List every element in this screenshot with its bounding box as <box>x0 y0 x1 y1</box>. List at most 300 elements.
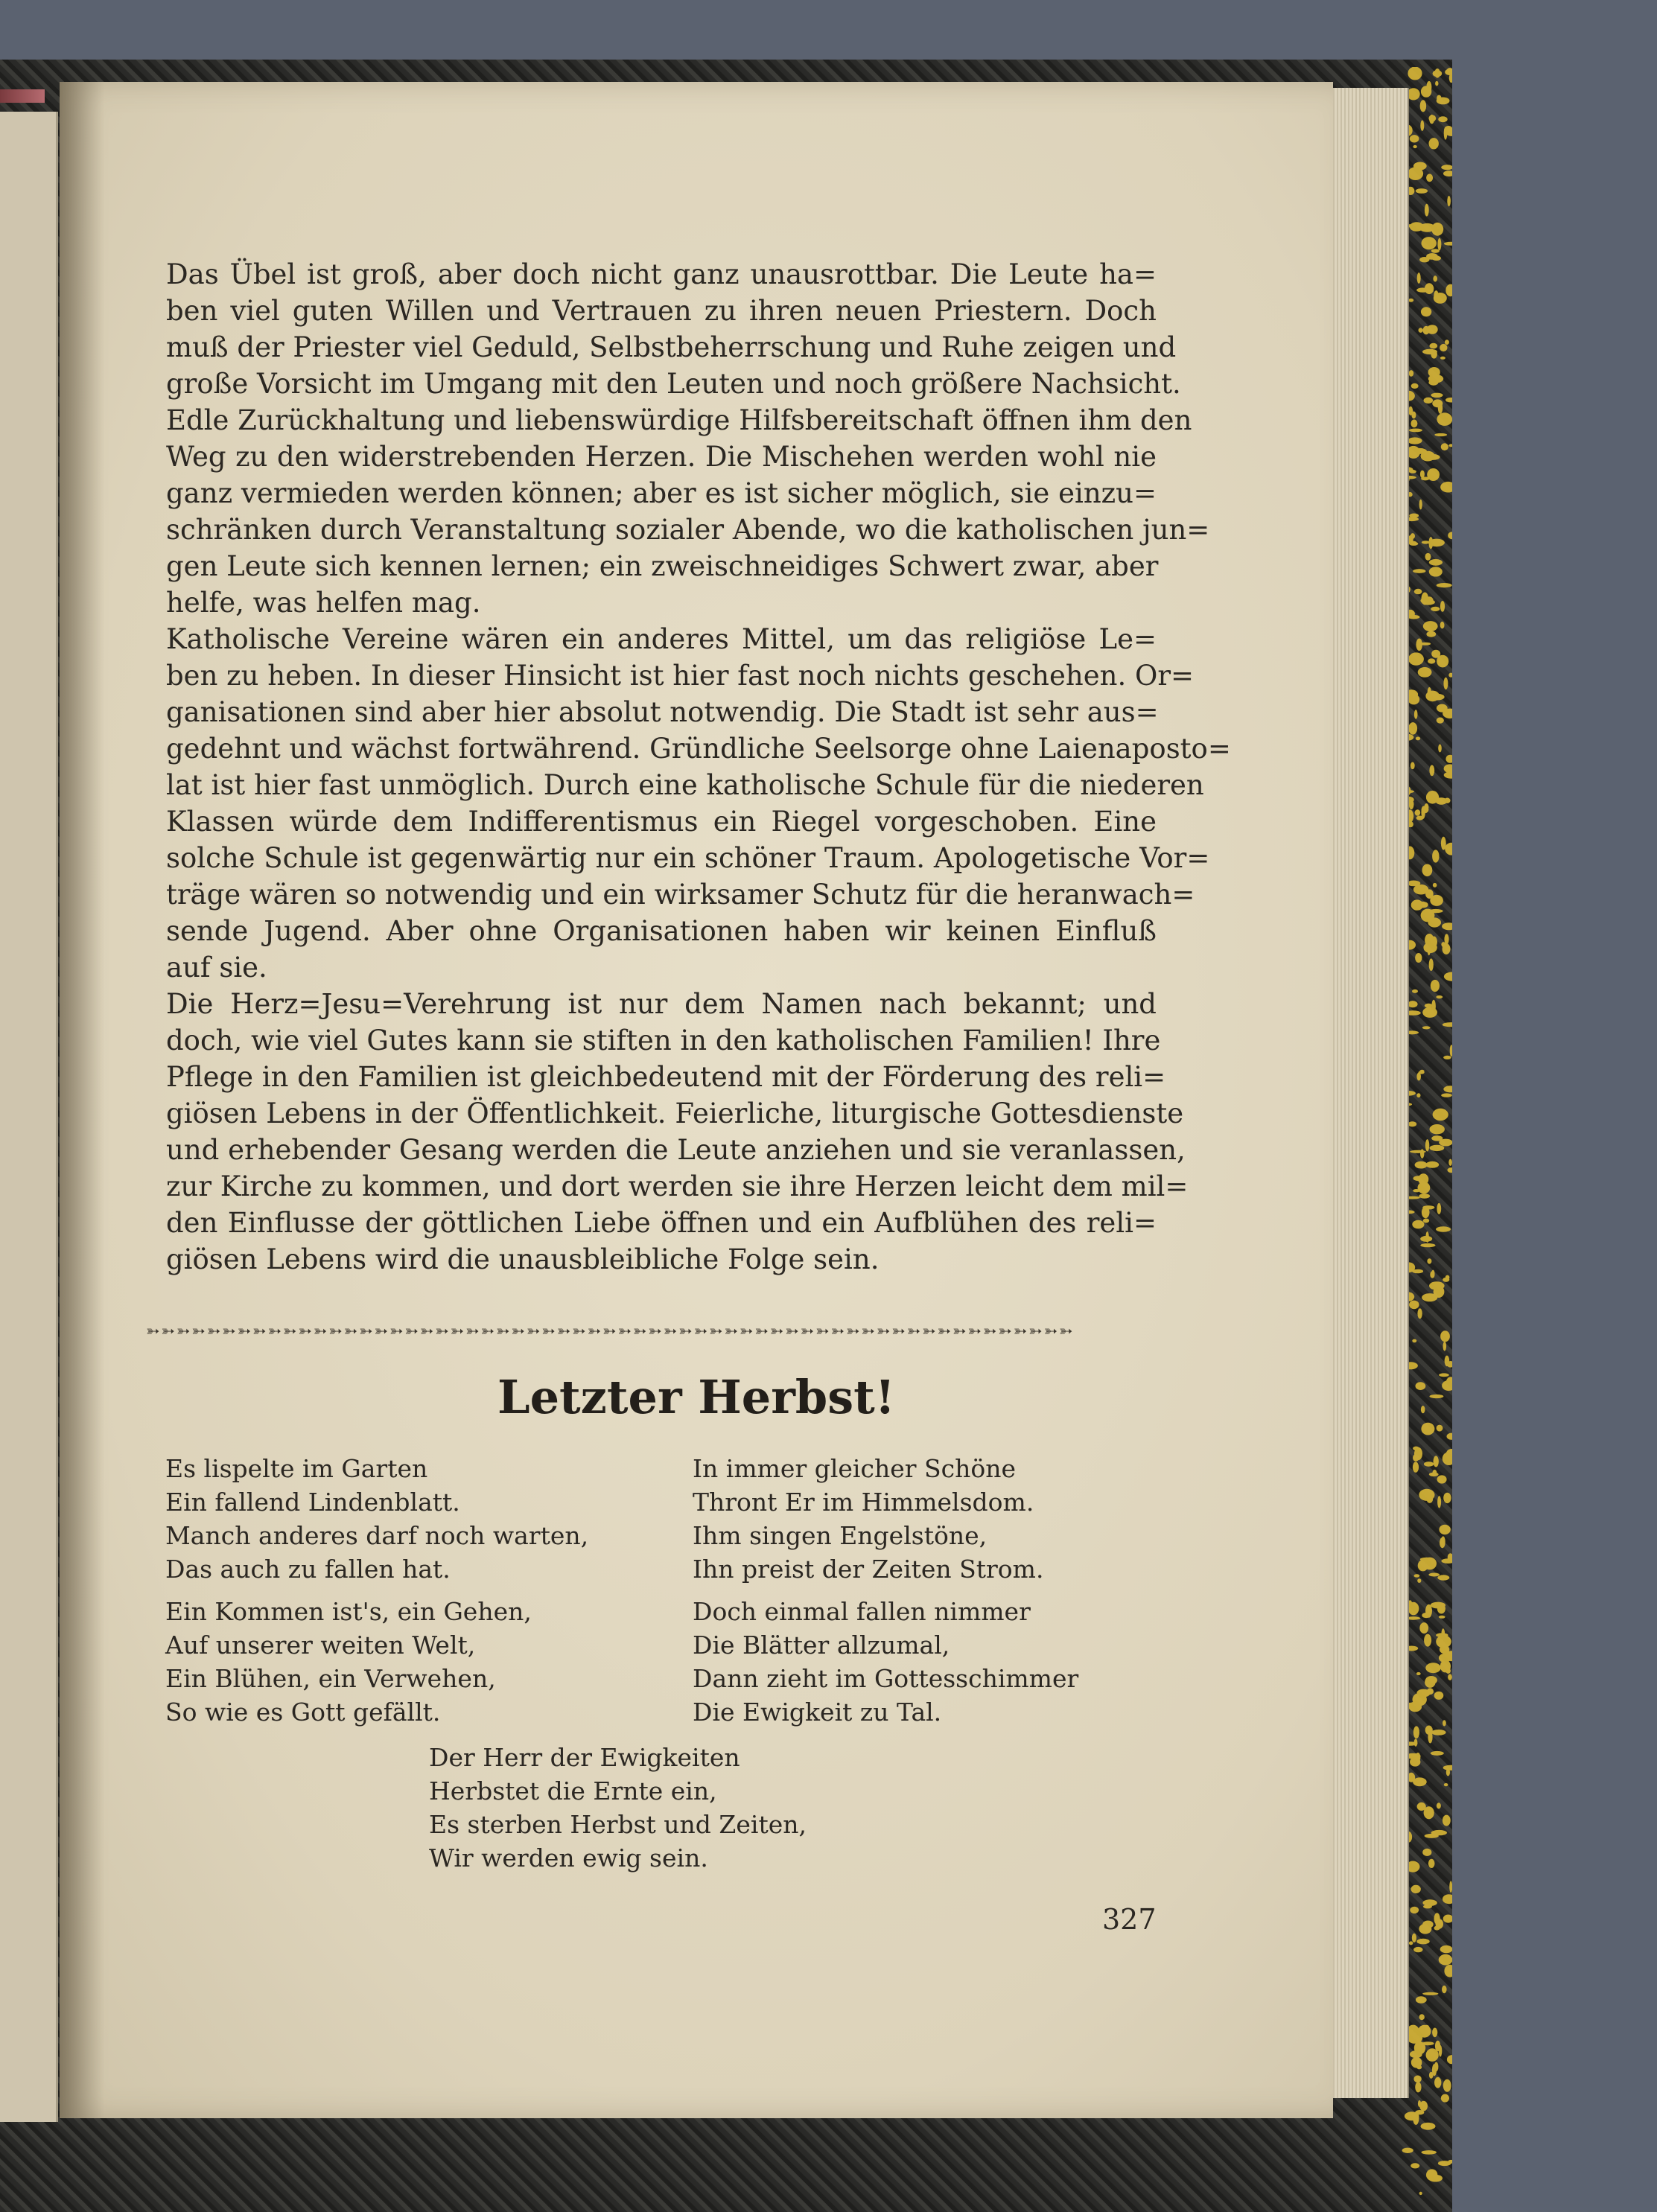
cover-speckle <box>1413 162 1427 170</box>
cover-speckle <box>1441 1093 1452 1097</box>
verse-line: Herbstet die Ernte ein, <box>429 1776 717 1805</box>
cover-speckle <box>1433 1109 1448 1121</box>
cover-speckle <box>1431 350 1437 359</box>
text-line: Weg zu den widerstrebenden Herzen. Die Mischehen werden wohl nie <box>166 441 1157 473</box>
cover-speckle <box>1422 1613 1430 1618</box>
cover-speckle <box>1448 444 1452 447</box>
cover-speckle <box>1425 204 1429 217</box>
cover-speckle <box>1413 2076 1421 2083</box>
cover-speckle <box>1432 850 1439 862</box>
cover-speckle <box>1442 1628 1445 1638</box>
poem-stanza-1 <box>165 1452 588 1586</box>
poem-stanza-4 <box>693 1595 1078 1729</box>
cover-speckle <box>1425 889 1434 899</box>
cover-speckle <box>1437 412 1452 426</box>
cover-speckle <box>1441 1536 1445 1546</box>
verse-line: Ihm singen Engelstöne, <box>693 1521 987 1550</box>
cover-speckle <box>1422 1992 1438 1995</box>
text-line: Katholische Vereine wären ein anderes Mittel, um das religiöse Le= <box>166 623 1157 655</box>
cover-speckle <box>1413 1947 1422 1952</box>
cover-speckle <box>1426 631 1436 637</box>
cover-speckle <box>1434 368 1437 373</box>
cover-speckle <box>1422 1026 1431 1029</box>
cover-speckle <box>1412 1220 1424 1229</box>
cover-speckle <box>1427 1688 1434 1695</box>
cover-speckle <box>1416 1672 1421 1675</box>
cover-speckle <box>1442 922 1452 930</box>
cover-speckle <box>1440 344 1447 351</box>
cover-speckle <box>1447 2055 1452 2064</box>
cover-speckle <box>1437 1496 1441 1508</box>
cover-speckle <box>1421 476 1429 480</box>
cover-speckle <box>1433 275 1437 281</box>
cover-speckle <box>1421 1406 1425 1413</box>
cover-speckle <box>1416 1753 1421 1762</box>
text-line: ben viel guten Willen und Vertrauen zu ihren neuen Priestern. Doch <box>166 295 1157 327</box>
text-line: doch, wie viel Gutes kann sie stiften in den katholischen Familien! Ihre <box>166 1024 1161 1056</box>
cover-speckle <box>1412 1934 1416 1942</box>
cover-speckle <box>1418 1182 1431 1193</box>
verse-line: Dann zieht im Gottesschimmer <box>693 1664 1079 1693</box>
text-line: zur Kirche zu kommen, und dort werden sie ihre Herzen leicht dem mil= <box>166 1170 1189 1202</box>
cover-speckle <box>1408 67 1422 80</box>
cover-speckle <box>1439 1954 1452 1966</box>
cover-speckle <box>1437 718 1444 724</box>
cover-speckle <box>1431 650 1440 658</box>
text-line: gedehnt und wächst fortwährend. Gründliche Seelsorge ohne Laienaposto= <box>166 733 1231 765</box>
cover-speckle <box>1439 1616 1445 1619</box>
cover-speckle <box>1411 412 1416 419</box>
cover-speckle <box>1437 1803 1441 1808</box>
cover-speckle <box>1417 272 1421 284</box>
poem-stanza-5 <box>429 1741 807 1875</box>
cover-speckle <box>1423 1219 1429 1223</box>
cover-speckle <box>1440 1945 1452 1953</box>
cover-speckle <box>1414 589 1422 595</box>
cover-speckle <box>1440 601 1445 612</box>
cover-speckle <box>1443 1720 1446 1726</box>
cover-speckle <box>1419 1924 1431 1934</box>
cover-speckle <box>1441 837 1446 850</box>
cover-speckle <box>1436 1226 1451 1231</box>
cover-speckle <box>1428 1731 1432 1744</box>
cover-speckle <box>1408 437 1422 444</box>
cover-speckle <box>1429 1395 1443 1398</box>
cover-speckle <box>1419 328 1423 333</box>
verse-line: Es sterben Herbst und Zeiten, <box>429 1810 807 1839</box>
cover-speckle <box>1425 1004 1433 1008</box>
cover-speckle <box>1426 2048 1439 2062</box>
cover-speckle <box>1421 2123 1436 2130</box>
verse-line: Doch einmal fallen nimmer <box>693 1597 1031 1626</box>
cover-speckle <box>1416 1996 1427 2004</box>
cover-speckle <box>1443 1815 1451 1826</box>
paragraph-2 <box>166 621 1231 986</box>
cover-speckle <box>1432 256 1441 261</box>
cover-speckle <box>1424 1462 1434 1467</box>
text-line: den Einflusse der göttlichen Liebe öffnen und ein Aufblühen des reli= <box>166 1207 1157 1239</box>
text-line: giösen Lebens in der Öffentlichkeit. Feierliche, liturgische Gottesdienste <box>166 1097 1184 1129</box>
cover-speckle <box>1444 242 1452 246</box>
cover-speckle <box>1431 223 1443 236</box>
cover-speckle <box>1444 1965 1452 1977</box>
cover-speckle <box>1409 429 1422 433</box>
cover-speckle <box>1427 1496 1434 1503</box>
cover-speckle <box>1408 1001 1417 1007</box>
cover-speckle <box>1448 1167 1453 1173</box>
cover-speckle <box>1440 357 1445 360</box>
cover-speckle <box>1450 1045 1452 1056</box>
cover-speckle <box>1431 980 1440 992</box>
cover-speckle <box>1429 958 1434 971</box>
facing-page <box>0 112 58 2122</box>
cover-speckle <box>1407 2032 1422 2043</box>
cover-speckle <box>1427 1258 1431 1263</box>
cover-speckle <box>1408 299 1413 302</box>
cover-speckle <box>1443 1086 1452 1092</box>
cover-speckle <box>1440 1330 1450 1342</box>
cover-speckle <box>1414 1738 1418 1746</box>
cover-speckle <box>1437 704 1448 713</box>
cover-speckle <box>1416 1093 1420 1097</box>
text-line: ben zu heben. In dieser Hinsicht ist hier fast noch nichts geschehen. Or= <box>166 660 1195 692</box>
cover-speckle <box>1445 755 1452 763</box>
cover-speckle <box>1448 532 1452 539</box>
cover-speckle <box>1418 902 1428 908</box>
cover-speckle <box>1447 1433 1453 1440</box>
cover-speckle <box>1419 500 1422 510</box>
cover-speckle <box>1419 1193 1430 1199</box>
cover-speckle <box>1437 1604 1445 1614</box>
verse-line: Die Blätter allzumal, <box>693 1631 950 1660</box>
cover-speckle <box>1440 482 1452 493</box>
cover-speckle <box>1421 307 1431 316</box>
cover-speckle <box>1421 451 1435 462</box>
cover-speckle <box>1402 2148 1413 2153</box>
text-line: lat ist hier fast unmöglich. Durch eine katholische Schule für die niederen <box>166 769 1204 801</box>
cover-speckle <box>1410 419 1417 427</box>
cover-speckle <box>1410 1907 1419 1913</box>
cover-speckle <box>1444 934 1448 944</box>
cover-speckle <box>1443 1022 1452 1027</box>
cover-speckle <box>1437 1475 1447 1483</box>
cover-speckle <box>1430 1124 1445 1134</box>
cover-speckle <box>1425 934 1434 946</box>
paragraph-3 <box>166 986 1189 1278</box>
cover-speckle <box>1408 652 1424 665</box>
cover-speckle <box>1411 1885 1421 1893</box>
cover-speckle <box>1448 1674 1452 1680</box>
cover-speckle <box>1429 559 1443 566</box>
cover-speckle <box>1422 237 1437 249</box>
cover-speckle <box>1416 816 1424 820</box>
verse-line: Wir werden ewig sein. <box>429 1843 708 1872</box>
cover-speckle <box>1443 1452 1452 1465</box>
cover-speckle <box>1424 1806 1434 1819</box>
cover-speckle <box>1413 1462 1419 1472</box>
cover-speckle <box>1441 443 1448 450</box>
verse-line: Ein Kommen ist's, ein Gehen, <box>165 1597 532 1626</box>
cover-speckle <box>1409 1941 1413 1945</box>
cover-speckle <box>1425 283 1434 294</box>
cover-speckle <box>1410 762 1415 770</box>
text-line: schränken durch Veranstaltung sozialer Abende, wo die katholischen jun= <box>166 514 1210 546</box>
cover-speckle <box>1410 1150 1426 1153</box>
text-line: helfe, was helfen mag. <box>166 587 481 619</box>
cover-speckle <box>1435 81 1438 86</box>
verse-line: Der Herr der Ewigkeiten <box>429 1743 740 1772</box>
cover-speckle <box>1413 1726 1419 1738</box>
cover-speckle <box>1443 170 1452 176</box>
text-line: große Vorsicht im Umgang mit den Leuten und noch größere Nachsicht. <box>166 368 1181 400</box>
cover-speckle <box>1410 533 1415 539</box>
text-line: träge wären so notwendig und ein wirksamer Schutz für die heranwach= <box>166 879 1195 911</box>
cover-speckle <box>1414 710 1418 718</box>
cover-speckle <box>1419 1622 1428 1633</box>
cover-speckle <box>1426 173 1433 182</box>
cover-speckle <box>1426 81 1431 93</box>
text-line: solche Schule ist gegenwärtig nur ein schöner Traum. Apologetische Vor= <box>166 842 1210 874</box>
text-line: Edle Zurückhaltung und liebenswürdige Hilfsbereitschaft öffnen ihm den <box>166 404 1192 436</box>
cover-speckle <box>1443 2079 1451 2092</box>
cover-speckle <box>1412 1339 1416 1343</box>
cover-speckle <box>1439 2045 1443 2057</box>
verse-line: Ein fallend Lindenblatt. <box>165 1488 460 1517</box>
verse-line: Die Ewigkeit zu Tal. <box>693 1698 942 1727</box>
cover-speckle <box>1419 2101 1428 2111</box>
cover-speckle <box>1418 667 1432 678</box>
text-line: Das Übel ist groß, aber doch nicht ganz unausrottbar. Die Leute ha= <box>166 258 1157 290</box>
text-line: muß der Priester viel Geduld, Selbstbeherrschung und Ruhe zeigen und <box>166 331 1177 363</box>
text-line: Die Herz=Jesu=Verehrung ist nur dem Namen nach bekannt; und <box>166 988 1157 1020</box>
cover-speckle <box>1429 138 1439 149</box>
text-line: giösen Lebens wird die unausbleibliche Folge sein. <box>166 1243 880 1275</box>
cover-speckle <box>1423 621 1438 631</box>
cover-speckle <box>1432 2028 1437 2038</box>
cover-speckle <box>1439 1373 1449 1377</box>
page-number: 327 <box>1102 1903 1157 1936</box>
cover-speckle <box>1446 1768 1450 1776</box>
cover-speckle <box>1433 883 1437 887</box>
cover-speckle <box>1415 1161 1428 1169</box>
cover-speckle <box>1427 325 1438 334</box>
text-line: auf sie. <box>166 952 267 984</box>
cover-speckle <box>1448 1159 1452 1166</box>
cover-speckle <box>1425 1676 1437 1684</box>
cover-speckle <box>1408 722 1417 735</box>
cover-speckle <box>1416 639 1422 651</box>
cover-speckle <box>1414 1574 1420 1577</box>
cover-speckle <box>1422 1899 1437 1906</box>
cover-speckle <box>1431 1730 1446 1736</box>
verse-line: Ihn preist der Zeiten Strom. <box>693 1555 1044 1584</box>
cover-speckle <box>1431 1270 1434 1278</box>
cover-speckle <box>1438 116 1447 122</box>
verse-line: Thront Er im Himmelsdom. <box>693 1488 1034 1517</box>
cover-speckle <box>1422 1849 1431 1856</box>
cover-speckle <box>1415 809 1421 816</box>
cover-speckle <box>1434 433 1447 436</box>
cover-speckle <box>1405 2111 1419 2120</box>
cover-speckle <box>1431 249 1440 253</box>
cover-speckle <box>1420 1243 1435 1247</box>
cover-speckle <box>1437 1425 1443 1432</box>
cover-speckle <box>1434 290 1438 301</box>
cover-speckle <box>1445 69 1452 75</box>
cover-speckle <box>1434 1926 1440 1931</box>
cover-speckle <box>1428 380 1438 386</box>
cover-speckle <box>1420 100 1427 112</box>
paragraph-1 <box>166 256 1210 621</box>
ornamental-divider: ➳➳➳➳➳➳➳➳➳➳➳➳➳➳➳➳➳➳➳➳➳➳➳➳➳➳➳➳➳➳➳➳➳➳➳➳➳➳➳➳➳➳➳➳➳➳➳➳➳➳➳➳➳➳➳➳➳➳➳➳➳ <box>146 1322 1075 1341</box>
cover-speckle <box>1413 569 1425 573</box>
cover-speckle <box>1444 127 1451 134</box>
poem-stanza-2 <box>165 1595 532 1729</box>
page-block-edge <box>1326 88 1409 2098</box>
cover-speckle <box>1433 70 1443 77</box>
body-text <box>166 256 1231 1278</box>
cover-speckle <box>1428 1573 1440 1577</box>
cover-speckle <box>1431 393 1443 398</box>
cover-speckle <box>1445 284 1452 297</box>
cover-speckle <box>1409 370 1414 377</box>
cover-speckle <box>1408 615 1419 619</box>
cover-speckle <box>1444 972 1452 981</box>
cover-speckle <box>1431 1135 1443 1141</box>
cover-speckle <box>1436 995 1443 998</box>
cover-speckle <box>1425 553 1431 561</box>
cover-speckle <box>1438 402 1443 413</box>
cover-speckle <box>1428 2175 1443 2182</box>
text-line: ganz vermieden werden können; aber es ist sicher möglich, sie einzu= <box>166 477 1157 509</box>
cover-speckle <box>1444 771 1452 778</box>
cover-speckle <box>1443 1056 1451 1059</box>
cover-speckle <box>1422 2042 1434 2045</box>
cover-speckle <box>1408 1121 1417 1126</box>
cover-speckle <box>1448 673 1452 678</box>
text-line: ganisationen sind aber hier absolut notwendig. Die Stadt ist sehr aus= <box>166 696 1159 728</box>
cover-speckle <box>1437 98 1450 105</box>
cover-speckle <box>1421 1423 1434 1435</box>
text-line: Klassen würde dem Indifferentismus ein Riegel vorgeschoben. Eine <box>166 806 1157 838</box>
cover-speckle <box>1417 1578 1421 1583</box>
cover-speckle <box>1415 953 1422 963</box>
cover-speckle <box>1422 1007 1437 1018</box>
cover-speckle <box>1445 398 1452 403</box>
cover-speckle <box>1444 1783 1448 1786</box>
cover-speckle <box>1425 1161 1439 1168</box>
cover-speckle <box>1418 1560 1428 1571</box>
cover-speckle <box>1416 737 1420 741</box>
cover-speckle <box>1432 2064 1437 2076</box>
cover-speckle <box>1439 1525 1450 1534</box>
cover-speckle <box>1445 1668 1451 1674</box>
cover-speckle <box>1428 687 1431 697</box>
verse-line: In immer gleicher Schöne <box>693 1454 1016 1483</box>
bookmark-ribbon <box>0 89 45 103</box>
poem-title: Letzter Herbst! <box>497 1370 896 1424</box>
text-line: sende Jugend. Aber ohne Organisationen haben wir keinen Einfluß <box>166 915 1157 947</box>
cover-speckle <box>1416 1382 1426 1390</box>
cover-speckle <box>1410 2163 1419 2168</box>
cover-speckle <box>1431 607 1440 611</box>
cover-speckle <box>1441 2094 1449 2103</box>
cover-speckle <box>1416 188 1428 194</box>
cover-speckle <box>1443 678 1448 689</box>
cover-speckle <box>1420 599 1426 603</box>
cover-speckle <box>1445 340 1449 345</box>
cover-speckle <box>1410 2050 1422 2058</box>
cover-speckle <box>1434 2077 1441 2088</box>
cover-speckle <box>1429 765 1434 777</box>
cover-speckle <box>1419 2192 1422 2195</box>
page-gutter-shadow <box>60 82 104 2118</box>
cover-speckle <box>1412 989 1418 993</box>
cover-speckle <box>1443 1278 1449 1282</box>
cover-speckle <box>1417 1308 1422 1319</box>
cover-speckle <box>1421 909 1435 922</box>
cover-speckle <box>1429 115 1434 124</box>
cover-speckle <box>1419 2014 1425 2020</box>
cover-speckle <box>1431 1830 1447 1835</box>
text-line: und erhebender Gesang werden die Leute anziehen und sie veranlassen, <box>166 1134 1186 1166</box>
verse-line: Manch anderes darf noch warten, <box>165 1521 589 1550</box>
cover-speckle <box>1420 121 1424 131</box>
cover-speckle <box>1437 1203 1441 1214</box>
cover-speckle <box>1426 791 1439 804</box>
cover-speckle <box>1443 1493 1451 1503</box>
cover-speckle <box>1422 2150 1437 2155</box>
cover-speckle <box>1442 1986 1447 1993</box>
cover-speckle <box>1443 1894 1452 1904</box>
cover-speckle <box>1432 1470 1437 1476</box>
cover-speckle <box>1429 343 1437 349</box>
cover-speckle <box>1434 1286 1445 1298</box>
cover-speckle <box>1445 1356 1450 1367</box>
cover-speckle <box>1425 1231 1428 1243</box>
verse-line: Es lispelte im Garten <box>165 1454 428 1483</box>
cover-speckle <box>1437 1575 1449 1580</box>
cover-speckle <box>1438 745 1442 753</box>
cover-speckle <box>1425 1139 1429 1151</box>
cover-speckle <box>1441 165 1452 170</box>
cover-speckle <box>1409 1301 1419 1310</box>
verse-line: Auf unserer weiten Welt, <box>165 1631 476 1660</box>
verse-line: So wie es Gott gefällt. <box>165 1698 441 1727</box>
cover-speckle <box>1434 1456 1439 1467</box>
cover-speckle <box>1430 1145 1445 1151</box>
cover-speckle <box>1419 1070 1424 1073</box>
cover-speckle <box>1434 1692 1444 1700</box>
cover-speckle <box>1443 1915 1452 1923</box>
cover-speckle <box>1445 843 1452 855</box>
cover-speckle <box>1429 567 1443 576</box>
cover-speckle <box>1428 1859 1435 1868</box>
cover-speckle <box>1416 1939 1429 1945</box>
cover-speckle <box>1447 196 1451 206</box>
cover-speckle <box>1431 1751 1444 1756</box>
cover-speckle <box>1413 1454 1419 1462</box>
cover-speckle <box>1428 658 1435 663</box>
cover-speckle <box>1437 238 1441 250</box>
cover-speckle <box>1425 1663 1440 1673</box>
cover-speckle <box>1413 145 1416 148</box>
cover-speckle <box>1428 539 1445 547</box>
cover-speckle <box>1422 806 1429 813</box>
cover-speckle <box>1424 1634 1431 1647</box>
cover-speckle <box>1443 1342 1447 1351</box>
cover-speckle <box>1424 398 1434 404</box>
